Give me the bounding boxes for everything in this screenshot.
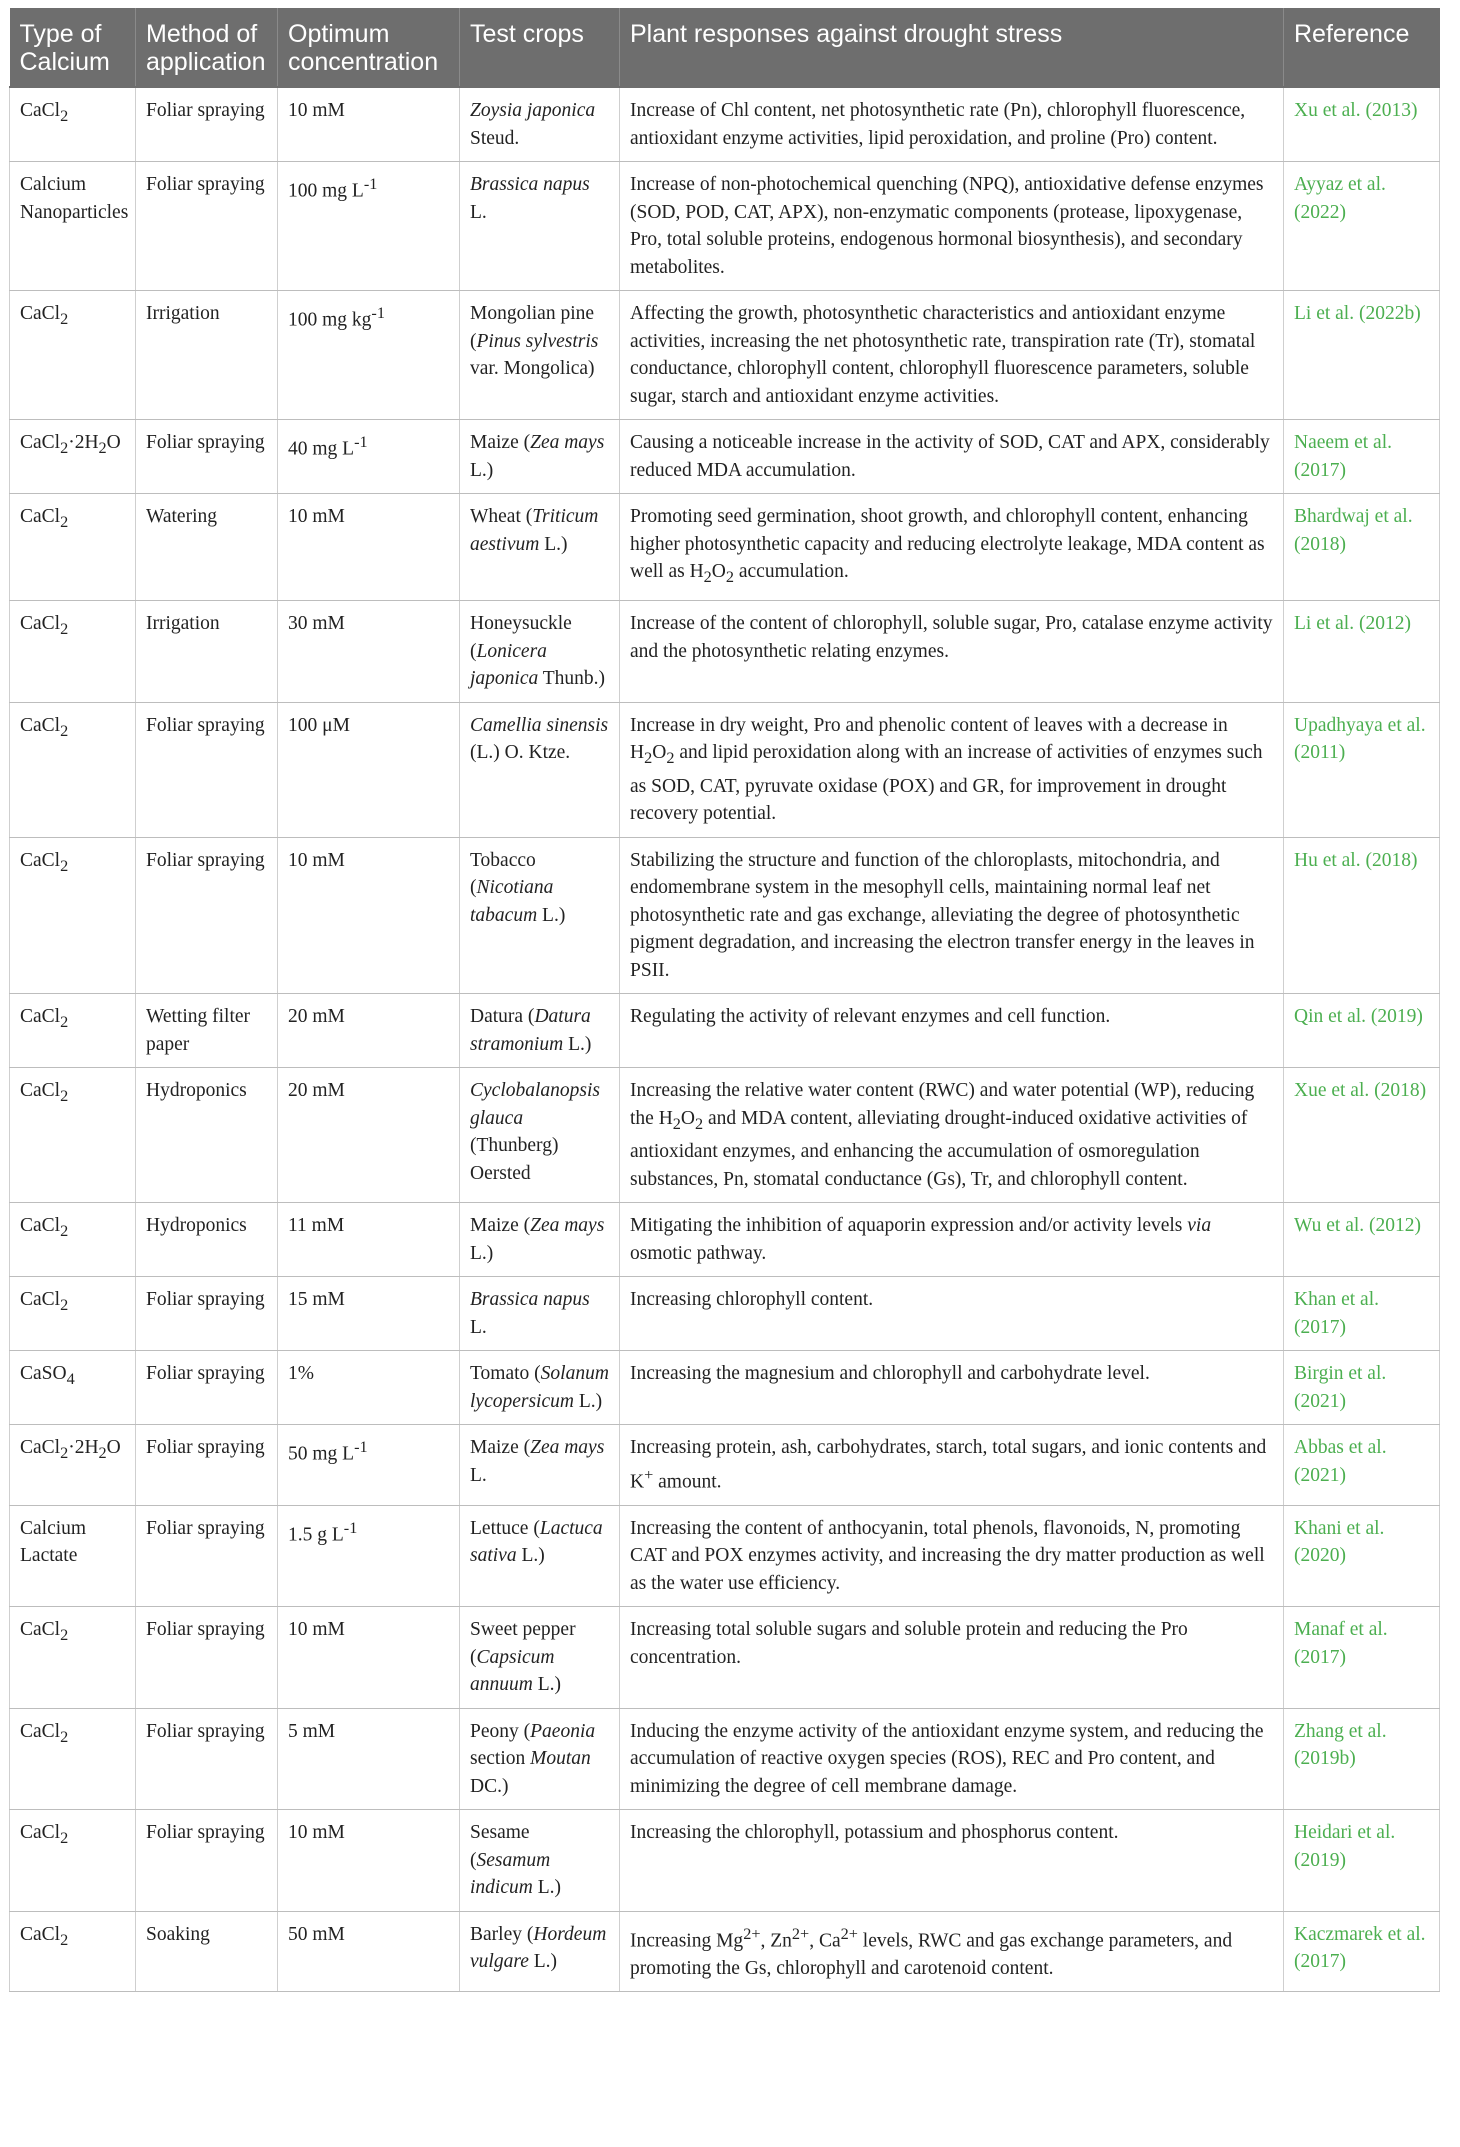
cell-reference-link[interactable]: Xu et al. (2013) xyxy=(1284,87,1440,162)
cell-method-of-application: Foliar spraying xyxy=(136,1351,278,1425)
cell-plant-response: Increase of the content of chlorophyll, soluble sugar, Pro, catalase enzyme activity and the photosynthetic relating enzymes. xyxy=(620,601,1284,703)
cell-test-crop: Cyclobalanopsis glauca (Thunberg) Oersted xyxy=(460,1068,620,1203)
cell-plant-response: Increasing the chlorophyll, potassium and phosphorus content. xyxy=(620,1810,1284,1912)
cell-type-of-calcium: CaSO$_4$ xyxy=(10,1351,136,1425)
cell-optimum-concentration: 100 μM xyxy=(278,702,460,837)
table-row xyxy=(10,291,1440,420)
cell-optimum-concentration: 20 mM xyxy=(278,994,460,1068)
cell-reference-link[interactable]: Qin et al. (2019) xyxy=(1284,994,1440,1068)
cell-optimum-concentration: 100 mg $L^{-1}$ xyxy=(278,162,460,291)
cell-optimum-concentration: 40 mg $L^{-1}$ xyxy=(278,420,460,494)
cell-test-crop: Barley (Hordeum vulgare L.) xyxy=(460,1911,620,1992)
cell-test-crop: Camellia sinensis (L.) O. Ktze. xyxy=(460,702,620,837)
cell-test-crop: Tobacco (Nicotiana tabacum L.) xyxy=(460,837,620,994)
cell-reference-link[interactable]: Xue et al. (2018) xyxy=(1284,1068,1440,1203)
cell-reference-link[interactable]: Kaczmarek et al. (2017) xyxy=(1284,1911,1440,1992)
table-row xyxy=(10,994,1440,1068)
cell-plant-response: Mitigating the inhibition of aquaporin expression and/or activity levels via osmotic pathway. xyxy=(620,1203,1284,1277)
cell-optimum-concentration: 10 mM xyxy=(278,1607,460,1709)
cell-plant-response: Stabilizing the structure and function of the chloroplasts, mitochondria, and endomembrane system in the mesophyll cells, maintaining normal leaf net photosynthetic rate and gas exchange, alleviating the degree of photosynthetic pigment degradation, and increasing the electron transfer energy in the leaves in PSII. xyxy=(620,837,1284,994)
cell-type-of-calcium: CaCl$_2$ xyxy=(10,702,136,837)
cell-type-of-calcium: CaCl$_2$ xyxy=(10,291,136,420)
cell-type-of-calcium: CaCl$_2$ xyxy=(10,994,136,1068)
table-row xyxy=(10,1708,1440,1810)
cell-reference-link[interactable]: Khani et al. (2020) xyxy=(1284,1505,1440,1607)
cell-reference-link[interactable]: Li et al. (2022b) xyxy=(1284,291,1440,420)
cell-reference-link[interactable]: Hu et al. (2018) xyxy=(1284,837,1440,994)
cell-type-of-calcium: CaCl$_2$ xyxy=(10,601,136,703)
cell-method-of-application: Hydroponics xyxy=(136,1203,278,1277)
table-row xyxy=(10,87,1440,162)
cell-plant-response: Causing a noticeable increase in the activity of SOD, CAT and APX, considerably reduced MDA accumulation. xyxy=(620,420,1284,494)
cell-type-of-calcium: CaCl$_2$ xyxy=(10,837,136,994)
cell-test-crop: Brassica napus L. xyxy=(460,1277,620,1351)
cell-type-of-calcium: CaCl$_2$ xyxy=(10,1607,136,1709)
cell-plant-response: Increase of Chl content, net photosynthetic rate (Pn), chlorophyll fluorescence, antioxidant enzyme activities, lipid peroxidation, and proline (Pro) content. xyxy=(620,87,1284,162)
cell-plant-response: Increasing the relative water content (RWC) and water potential (WP), reducing the $H_2O_2$ and MDA content, alleviating drought-induced oxidative activities of antioxidant enzymes, and enhancing the accumulation of osmoregulation substances, Pn, stomatal conductance (Gs), Tr, and chlorophyll content. xyxy=(620,1068,1284,1203)
cell-method-of-application: Foliar spraying xyxy=(136,1810,278,1912)
table-row xyxy=(10,1607,1440,1709)
cell-optimum-concentration: 10 mM xyxy=(278,494,460,601)
cell-reference-link[interactable]: Naeem et al. (2017) xyxy=(1284,420,1440,494)
cell-method-of-application: Foliar spraying xyxy=(136,1505,278,1607)
cell-reference-link[interactable]: Abbas et al. (2021) xyxy=(1284,1425,1440,1506)
cell-type-of-calcium: Calcium Nanoparticles xyxy=(10,162,136,291)
header-type-of-calcium: Type of Calcium xyxy=(10,8,136,87)
cell-method-of-application: Foliar spraying xyxy=(136,837,278,994)
cell-reference-link[interactable]: Bhardwaj et al. (2018) xyxy=(1284,494,1440,601)
cell-plant-response: Increase in dry weight, Pro and phenolic content of leaves with a decrease in $H_2O_2$ and lipid peroxidation along with an increase of activities of enzymes such as SOD, CAT, pyruvate oxidase (POX) and GR, for improvement in drought recovery potential. xyxy=(620,702,1284,837)
cell-plant-response: Inducing the enzyme activity of the antioxidant enzyme system, and reducing the accumulation of reactive oxygen species (ROS), REC and Pro content, and minimizing the degree of cell membrane damage. xyxy=(620,1708,1284,1810)
cell-test-crop: Datura (Datura stramonium L.) xyxy=(460,994,620,1068)
cell-plant-response: Increasing total soluble sugars and soluble protein and reducing the Pro concentration. xyxy=(620,1607,1284,1709)
cell-plant-response: Increase of non-photochemical quenching (NPQ), antioxidative defense enzymes (SOD, POD, CAT, APX), non-enzymatic components (protease, lipoxygenase, Pro, total soluble proteins, endogenous hormonal biosynthesis), and secondary metabolites. xyxy=(620,162,1284,291)
header-row xyxy=(10,8,1440,87)
cell-optimum-concentration: 20 mM xyxy=(278,1068,460,1203)
table-row xyxy=(10,162,1440,291)
cell-method-of-application: Watering xyxy=(136,494,278,601)
cell-method-of-application: Foliar spraying xyxy=(136,162,278,291)
cell-optimum-concentration: 50 mg $L^{-1}$ xyxy=(278,1425,460,1506)
cell-test-crop: Zoysia japonica Steud. xyxy=(460,87,620,162)
cell-test-crop: Wheat (Triticum aestivum L.) xyxy=(460,494,620,601)
cell-plant-response: Regulating the activity of relevant enzymes and cell function. xyxy=(620,994,1284,1068)
cell-plant-response: Increasing the content of anthocyanin, total phenols, flavonoids, N, promoting CAT and POX enzymes activity, and increasing the dry matter production as well as the water use efficiency. xyxy=(620,1505,1284,1607)
cell-type-of-calcium: CaCl$_2$ xyxy=(10,1810,136,1912)
table-row xyxy=(10,420,1440,494)
cell-reference-link[interactable]: Upadhyaya et al. (2011) xyxy=(1284,702,1440,837)
cell-optimum-concentration: 10 mM xyxy=(278,1810,460,1912)
cell-type-of-calcium: CaCl$_2$ xyxy=(10,1203,136,1277)
cell-reference-link[interactable]: Manaf et al. (2017) xyxy=(1284,1607,1440,1709)
cell-optimum-concentration: 11 mM xyxy=(278,1203,460,1277)
cell-plant-response: Increasing the magnesium and chlorophyll and carbohydrate level. xyxy=(620,1351,1284,1425)
cell-type-of-calcium: CaCl$_2$ xyxy=(10,1911,136,1992)
cell-method-of-application: Irrigation xyxy=(136,601,278,703)
cell-plant-response: Affecting the growth, photosynthetic characteristics and antioxidant enzyme activities, increasing the net photosynthetic rate, transpiration rate (Tr), stomatal conductance, chlorophyll content, chlorophyll fluorescence parameters, soluble sugar, starch and antioxidant enzyme activities. xyxy=(620,291,1284,420)
cell-reference-link[interactable]: Li et al. (2012) xyxy=(1284,601,1440,703)
table-row xyxy=(10,1425,1440,1506)
cell-optimum-concentration: 15 mM xyxy=(278,1277,460,1351)
table-row xyxy=(10,1068,1440,1203)
cell-type-of-calcium: CaCl$_2$ xyxy=(10,494,136,601)
cell-type-of-calcium: $CaCl_2\cdot 2H_2O$ xyxy=(10,420,136,494)
cell-type-of-calcium: Calcium Lactate xyxy=(10,1505,136,1607)
cell-method-of-application: Foliar spraying xyxy=(136,1708,278,1810)
cell-method-of-application: Hydroponics xyxy=(136,1068,278,1203)
cell-test-crop: Maize (Zea mays L. xyxy=(460,1425,620,1506)
cell-test-crop: Tomato (Solanum lycopersicum L.) xyxy=(460,1351,620,1425)
header-plant-responses: Plant responses against drought stress xyxy=(620,8,1284,87)
cell-plant-response: Increasing $Mg^{2+}$, $Zn^{2+}$, $Ca^{2+}$ levels, RWC and gas exchange parameters, and promoting the Gs, chlorophyll and carotenoid content. xyxy=(620,1911,1284,1992)
cell-reference-link[interactable]: Wu et al. (2012) xyxy=(1284,1203,1440,1277)
cell-method-of-application: Foliar spraying xyxy=(136,1607,278,1709)
calcium-drought-table xyxy=(9,8,1440,1992)
calcium-drought-table-container xyxy=(9,8,1439,1992)
cell-test-crop: Lettuce (Lactuca sativa L.) xyxy=(460,1505,620,1607)
table-row xyxy=(10,1810,1440,1912)
cell-type-of-calcium: $CaCl_2\cdot 2H_2O$ xyxy=(10,1425,136,1506)
cell-type-of-calcium: CaCl$_2$ xyxy=(10,1068,136,1203)
cell-test-crop: Brassica napus L. xyxy=(460,162,620,291)
cell-method-of-application: Foliar spraying xyxy=(136,1277,278,1351)
cell-reference-link[interactable]: Khan et al. (2017) xyxy=(1284,1277,1440,1351)
table-row xyxy=(10,1203,1440,1277)
cell-method-of-application: Irrigation xyxy=(136,291,278,420)
cell-method-of-application: Foliar spraying xyxy=(136,87,278,162)
table-row xyxy=(10,1277,1440,1351)
cell-plant-response: Increasing chlorophyll content. xyxy=(620,1277,1284,1351)
cell-type-of-calcium: CaCl$_2$ xyxy=(10,87,136,162)
cell-type-of-calcium: CaCl$_2$ xyxy=(10,1277,136,1351)
cell-method-of-application: Wetting filter paper xyxy=(136,994,278,1068)
table-row xyxy=(10,1351,1440,1425)
cell-optimum-concentration: 10 mM xyxy=(278,87,460,162)
cell-test-crop: Honeysuckle (Lonicera japonica Thunb.) xyxy=(460,601,620,703)
cell-optimum-concentration: 10 mM xyxy=(278,837,460,994)
cell-plant-response: Increasing protein, ash, carbohydrates, starch, total sugars, and ionic contents and K+ amount. xyxy=(620,1425,1284,1506)
cell-reference-link[interactable]: Heidari et al. (2019) xyxy=(1284,1810,1440,1912)
cell-test-crop: Maize (Zea mays L.) xyxy=(460,420,620,494)
cell-reference-link[interactable]: Ayyaz et al. (2022) xyxy=(1284,162,1440,291)
cell-optimum-concentration: 30 mM xyxy=(278,601,460,703)
cell-optimum-concentration: 50 mM xyxy=(278,1911,460,1992)
cell-test-crop: Sesame (Sesamum indicum L.) xyxy=(460,1810,620,1912)
header-reference: Reference xyxy=(1284,8,1440,87)
cell-optimum-concentration: 5 mM xyxy=(278,1708,460,1810)
cell-method-of-application: Foliar spraying xyxy=(136,702,278,837)
table-row xyxy=(10,601,1440,703)
cell-type-of-calcium: CaCl$_2$ xyxy=(10,1708,136,1810)
cell-method-of-application: Soaking xyxy=(136,1911,278,1992)
cell-test-crop: Mongolian pine (Pinus sylvestris var. Mongolica) xyxy=(460,291,620,420)
cell-optimum-concentration: 1.5 g $L^{-1}$ xyxy=(278,1505,460,1607)
table-header xyxy=(10,8,1440,87)
cell-test-crop: Sweet pepper (Capsicum annuum L.) xyxy=(460,1607,620,1709)
header-optimum-concentration: Optimum concentration xyxy=(278,8,460,87)
cell-optimum-concentration: 100 mg $kg^{-1}$ xyxy=(278,291,460,420)
cell-test-crop: Peony (Paeonia section Moutan DC.) xyxy=(460,1708,620,1810)
table-row xyxy=(10,1505,1440,1607)
header-test-crops: Test crops xyxy=(460,8,620,87)
cell-method-of-application: Foliar spraying xyxy=(136,420,278,494)
table-row xyxy=(10,837,1440,994)
table-row xyxy=(10,1911,1440,1992)
table-row xyxy=(10,702,1440,837)
cell-optimum-concentration: 1% xyxy=(278,1351,460,1425)
cell-test-crop: Maize (Zea mays L.) xyxy=(460,1203,620,1277)
header-method-of-application: Method of application xyxy=(136,8,278,87)
table-row xyxy=(10,494,1440,601)
cell-plant-response: Promoting seed germination, shoot growth, and chlorophyll content, enhancing higher photosynthetic capacity and reducing electrolyte leakage, MDA content as well as $H_2O_2$ accumulation. xyxy=(620,494,1284,601)
table-body xyxy=(10,87,1440,1992)
cell-method-of-application: Foliar spraying xyxy=(136,1425,278,1506)
cell-reference-link[interactable]: Birgin et al. (2021) xyxy=(1284,1351,1440,1425)
cell-reference-link[interactable]: Zhang et al. (2019b) xyxy=(1284,1708,1440,1810)
